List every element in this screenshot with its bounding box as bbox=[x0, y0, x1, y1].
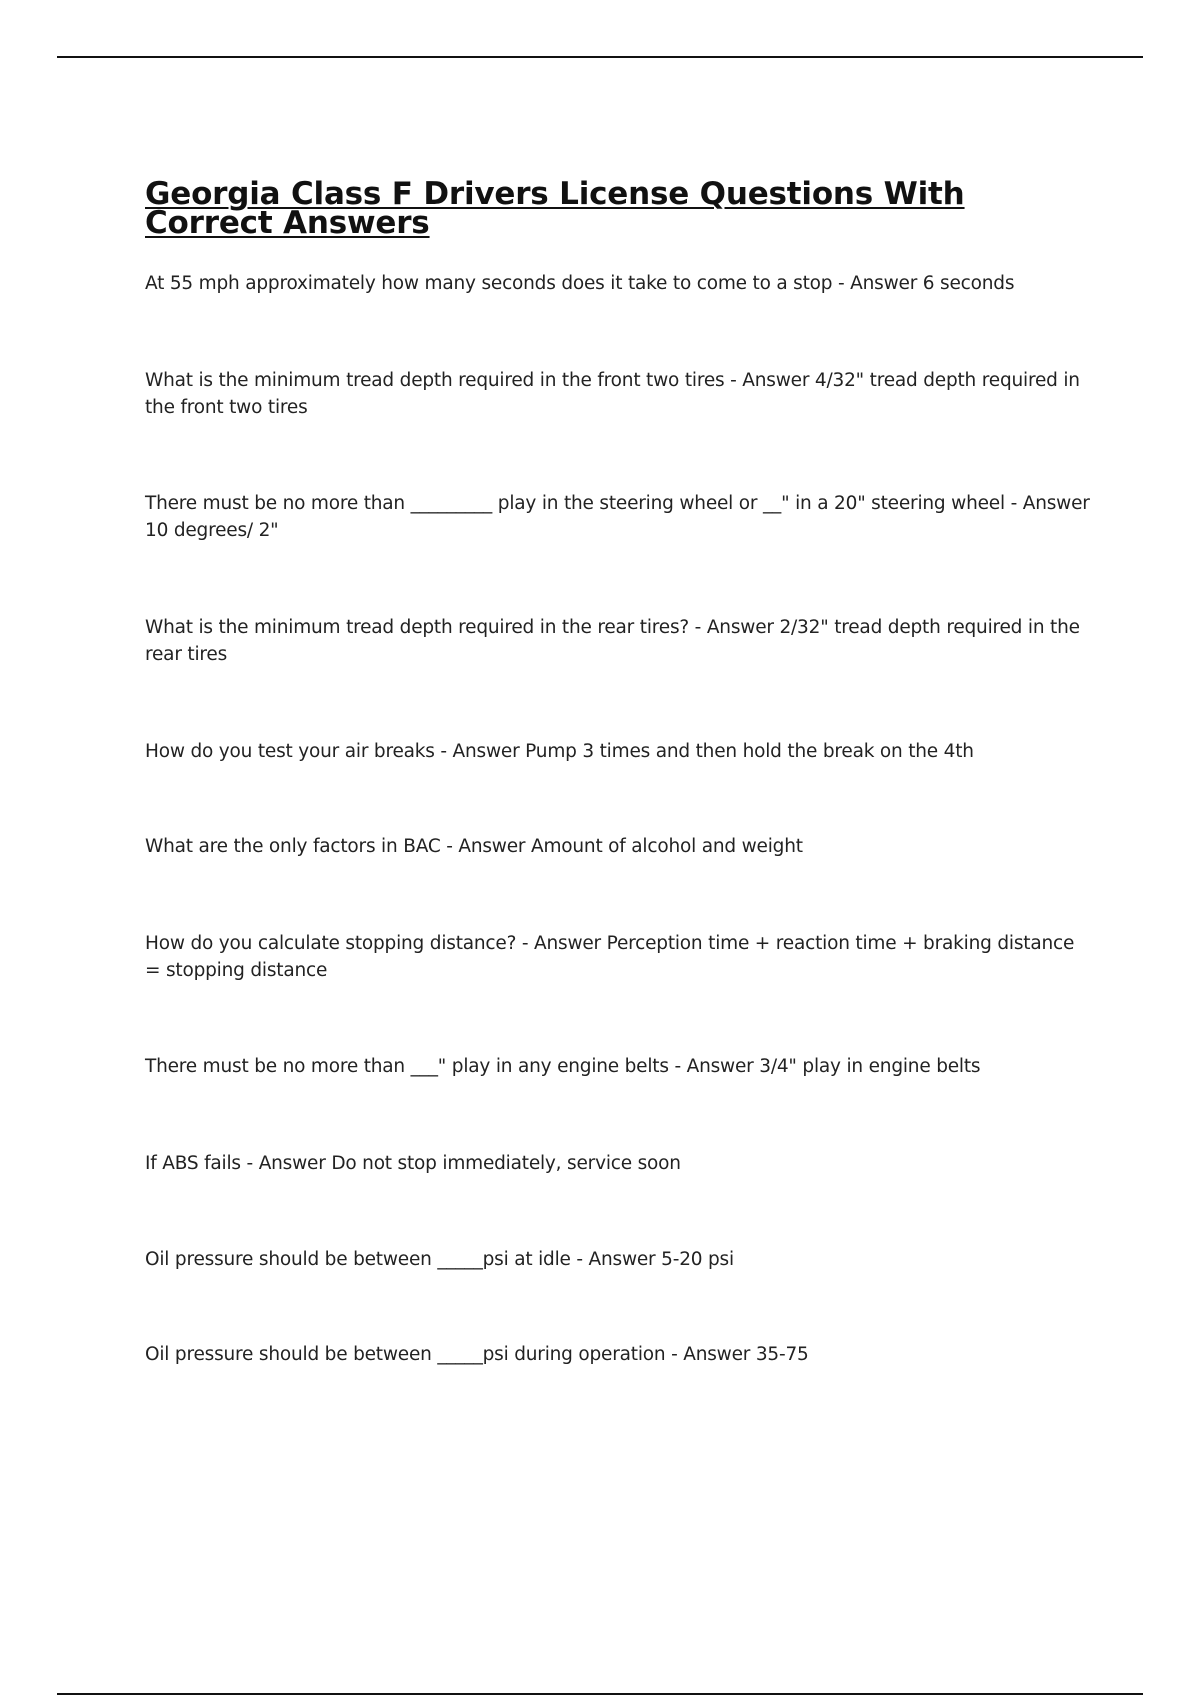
question-answer-1: At 55 mph approximately how many seconds does it take to come to a stop - Answer 6 seconds bbox=[145, 273, 1015, 294]
document-title: Georgia Class F Drivers License Questions With Correct Answers bbox=[145, 176, 965, 241]
footer-rule bbox=[57, 1693, 1143, 1695]
question-answer-10: Oil pressure should be between _____psi at idle - Answer 5-20 psi bbox=[145, 1249, 734, 1270]
header-rule bbox=[57, 56, 1143, 58]
question-answer-7: How do you calculate stopping distance? - Answer Perception time + reaction time + braking distance = stopping distance bbox=[145, 933, 1075, 981]
question-answer-6: What are the only factors in BAC - Answer Amount of alcohol and weight bbox=[145, 836, 803, 857]
question-answer-3: There must be no more than _________ play in the steering wheel or __" in a 20" steering wheel - Answer 10 degrees/ 2" bbox=[145, 493, 1090, 541]
question-answer-8: There must be no more than ___" play in any engine belts - Answer 3/4" play in engine belts bbox=[145, 1056, 981, 1077]
question-answer-11: Oil pressure should be between _____psi during operation - Answer 35-75 bbox=[145, 1344, 809, 1365]
question-answer-5: How do you test your air breaks - Answer Pump 3 times and then hold the break on the 4th bbox=[145, 741, 974, 762]
question-answer-4: What is the minimum tread depth required in the rear tires? - Answer 2/32" tread depth required in the rear tires bbox=[145, 617, 1080, 665]
question-answer-2: What is the minimum tread depth required in the front two tires - Answer 4/32" tread depth required in the front two tires bbox=[145, 370, 1080, 418]
question-answer-9: If ABS fails - Answer Do not stop immediately, service soon bbox=[145, 1153, 681, 1174]
